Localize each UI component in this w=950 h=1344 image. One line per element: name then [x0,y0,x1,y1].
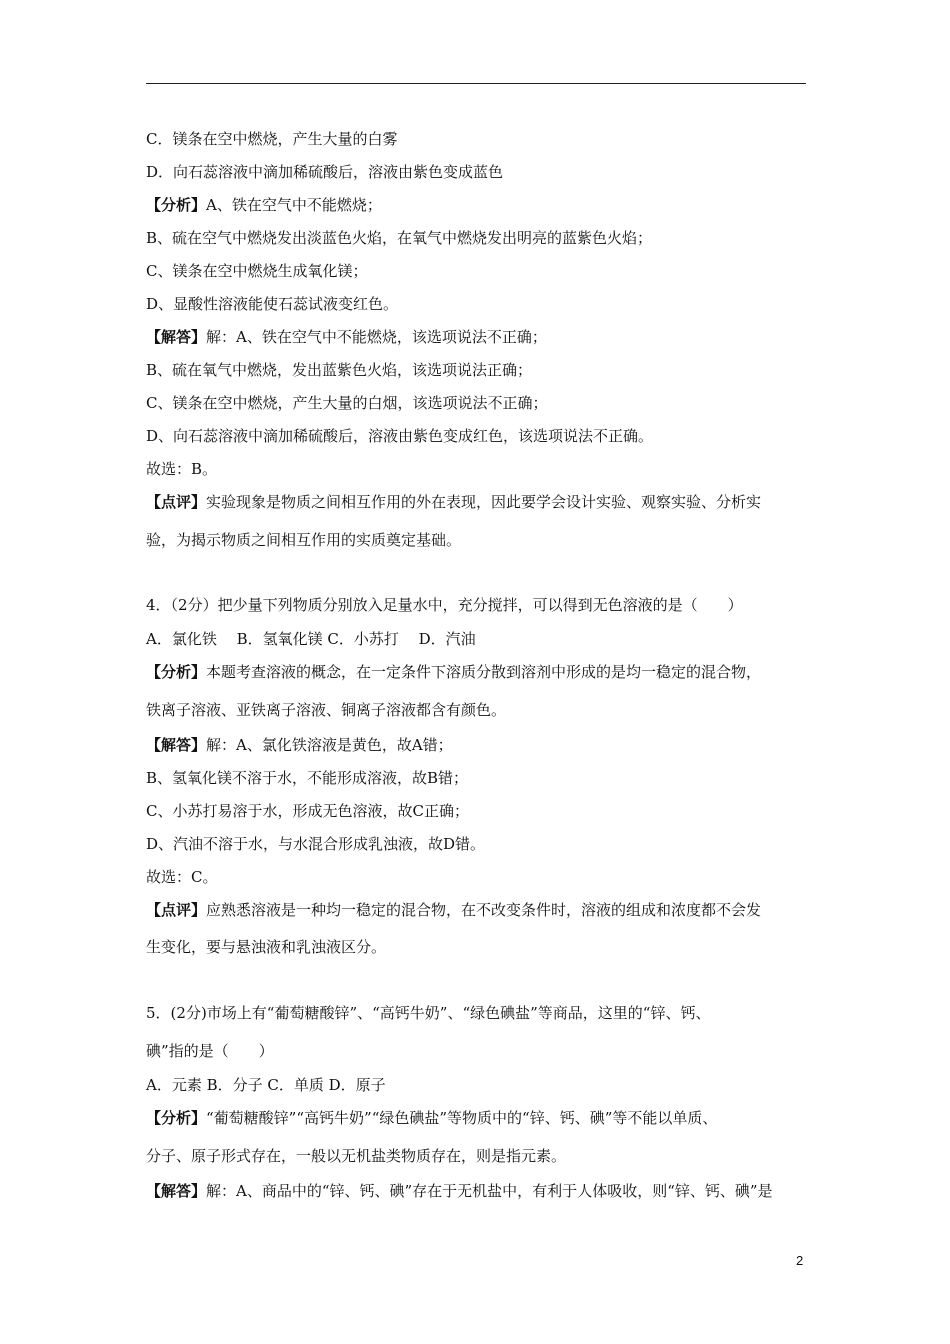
q5-question-line: 5．(2分)市场上有“葡萄糖酸锌”、“高钙牛奶”、“绿色碘盐”等商品，这里的“锌、钙、 [146,1004,711,1022]
page-number: 2 [796,1253,804,1268]
q5-analysis-line [146,1108,717,1128]
q3-answer-line [146,327,547,347]
q4-analysis-line: 铁离子溶液、亚铁离子溶液、铜离子溶液都含有颜色。 [146,701,507,719]
q3-analysis-line: D、显酸性溶液能使石蕊试液变红色。 [146,295,399,313]
q3-choice: 故选：B。 [146,460,218,478]
analysis-text: A、铁在空气中不能燃烧； [206,196,382,214]
analysis-tag: 【分析】 [146,196,207,214]
comment-text: 应熟悉溶液是一种均一稳定的混合物，在不改变条件时，溶液的组成和浓度都不会发 [206,901,762,919]
analysis-text: “葡萄糖酸锌”“高钙牛奶”“绿色碘盐”等物质中的“锌、钙、碘”等不能以单质、 [206,1109,718,1127]
q4-choice: 故选：C。 [146,868,218,886]
q4-answer-line [146,735,453,755]
q3-answer-line: C、镁条在空中燃烧，产生大量的白烟，该选项说法不正确； [146,394,548,412]
comment-text: 实验现象是物质之间相互作用的外在表现，因此要学会设计实验、观察实验、分析实 [206,493,762,511]
answer-tag: 【解答】 [146,1182,207,1200]
q4-analysis-line [146,662,761,682]
q4-question: 4．（2分）把少量下列物质分别放入足量水中，充分搅拌，可以得到无色溶液的是（ ） [146,596,743,614]
q3-option-d: D．向石蕊溶液中滴加稀硫酸后，溶液由紫色变成蓝色 [146,163,504,181]
q5-analysis-line: 分子、原子形式存在，一般以无机盐类物质存在，则是指元素。 [146,1147,567,1165]
answer-tag: 【解答】 [146,328,207,346]
answer-text: 解：A、商品中的“锌、钙、碘”存在于无机盐中，有利于人体吸收，则“锌、钙、碘”是 [206,1182,773,1200]
q3-option-c: C．镁条在空中燃烧，产生大量的白雾 [146,130,398,148]
q3-analysis-line: B、硫在空气中燃烧发出淡蓝色火焰，在氧气中燃烧发出明亮的蓝紫色火焰； [146,229,653,247]
answer-text: 解：A、铁在空气中不能燃烧，该选项说法不正确； [206,328,547,346]
analysis-text: 本题考查溶液的概念，在一定条件下溶质分散到溶剂中形成的是均一稳定的混合物， [206,663,762,681]
q3-answer-line: D、向石蕊溶液中滴加稀硫酸后，溶液由紫色变成红色，该选项说法不正确。 [146,427,654,445]
comment-tag: 【点评】 [146,493,207,511]
answer-tag: 【解答】 [146,736,207,754]
q4-comment-line [146,900,761,920]
header-rule [146,83,806,84]
q3-comment-line: 验，为揭示物质之间相互作用的实质奠定基础。 [146,531,462,549]
analysis-tag: 【分析】 [146,1109,207,1127]
comment-tag: 【点评】 [146,901,207,919]
q3-answer-line: B、硫在氧气中燃烧，发出蓝紫色火焰，该选项说法正确； [146,361,533,379]
q3-analysis-line [146,195,382,215]
q5-options: A．元素 B．分子 C．单质 D．原子 [146,1076,386,1094]
q3-comment-line [146,492,761,512]
q5-question-line: 碘”指的是（ ） [146,1042,274,1060]
q4-answer-line: D、汽油不溶于水，与水混合形成乳浊液，故D错。 [146,835,486,853]
analysis-tag: 【分析】 [146,663,207,681]
q3-analysis-line: C、镁条在空中燃烧生成氧化镁； [146,262,368,280]
q4-answer-line: B、氢氧化镁不溶于水，不能形成溶液，故B错； [146,769,469,787]
q5-answer-line [146,1181,773,1201]
q4-options: A．氯化铁 B．氢氧化镁 C．小苏打 D．汽油 [146,630,476,648]
answer-text: 解：A、氯化铁溶液是黄色，故A错； [206,736,453,754]
q4-answer-line: C、小苏打易溶于水，形成无色溶液，故C正确； [146,802,469,820]
q4-comment-line: 生变化，要与悬浊液和乳浊液区分。 [146,938,387,956]
